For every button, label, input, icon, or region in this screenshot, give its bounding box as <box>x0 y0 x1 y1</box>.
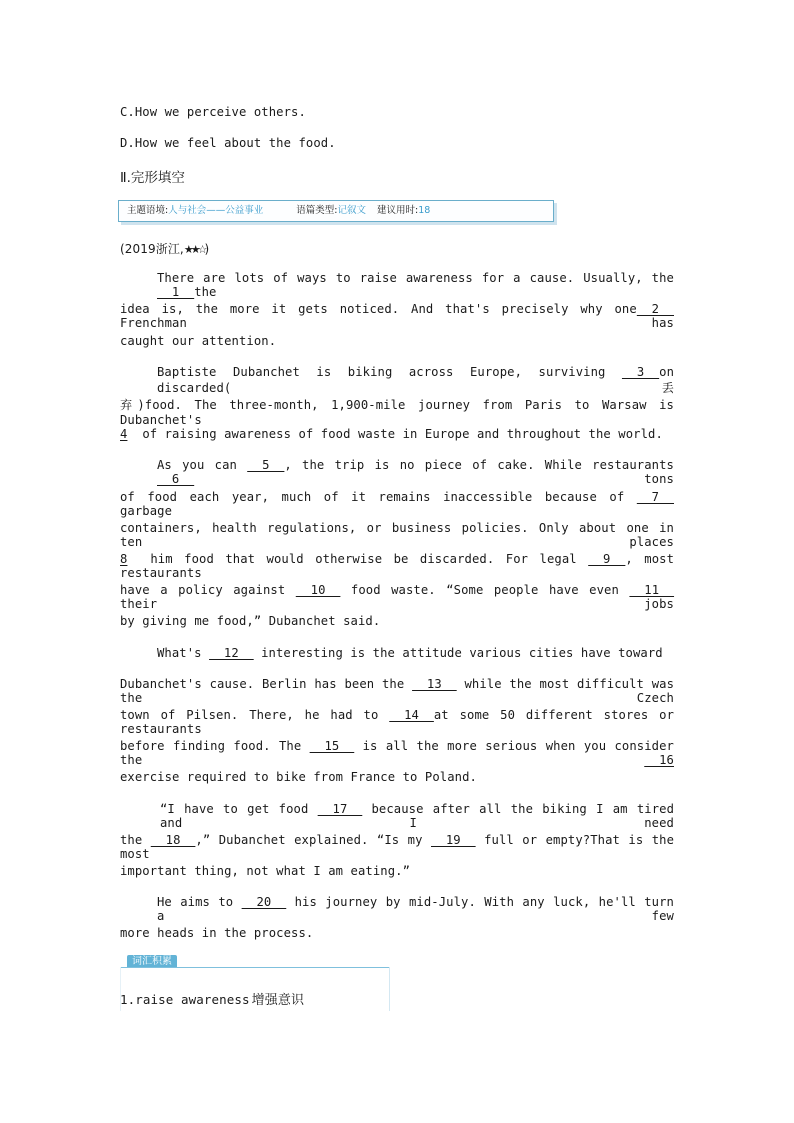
theme-value: 人与社会——公益事业 <box>168 205 264 216</box>
blank-11: 11 <box>629 583 675 597</box>
blank-3: 3 <box>621 365 660 379</box>
vocab-box-left-edge <box>120 967 121 1011</box>
passage-line-8: of food each year, much of it remains inaccessible because of 7 garbage <box>120 490 674 518</box>
blank-10: 10 <box>295 583 341 597</box>
blank-7: 7 <box>636 490 674 504</box>
blank-20: 20 <box>241 895 287 909</box>
source-text: (2019浙江, <box>120 242 184 256</box>
type-value: 记叙文 <box>337 205 366 216</box>
passage-line-9: containers, health regulations, or business policies. Only about one in ten places <box>120 521 674 549</box>
blank-18: 18 <box>150 833 196 847</box>
passage-line-15: town of Pilsen. There, he had to 14 at some 50 different stores or restaurants <box>120 708 675 736</box>
passage-line-16: before finding food. The 15 is all the more serious when you consider the 16 <box>120 739 674 767</box>
blank-15: 15 <box>309 739 355 753</box>
blank-2: 2 <box>636 302 674 316</box>
difficulty-stars-icon: ★★☆ <box>183 243 205 256</box>
passage-line-1: There are lots of ways to raise awareness for a cause. Usually, the 1 the <box>157 271 674 299</box>
passage-line-22: more heads in the process. <box>120 926 314 940</box>
option-c: C.How we perceive others. <box>120 105 306 119</box>
source-line: (2019浙江,★★☆) <box>120 242 210 256</box>
passage-line-13: What's 12 interesting is the attitude various cities have toward <box>157 646 663 660</box>
blank-6: 6 <box>157 472 195 486</box>
theme-label: 主题语境: <box>127 205 169 216</box>
passage-line-12: by giving me food,” Dubanchet said. <box>120 614 381 628</box>
passage-line-19: the 18 ,” Dubanchet explained. “Is my 19 full or empty?That is the most <box>120 833 675 861</box>
passage-line-7: As you can 5 , the trip is no piece of cake. While restaurants 6 tons <box>157 458 674 486</box>
blank-4: 4 <box>120 427 128 441</box>
passage-line-17: exercise required to bike from France to Poland. <box>120 770 477 784</box>
blank-13: 13 <box>412 677 457 691</box>
section-title: Ⅱ.完形填空 <box>120 170 185 186</box>
passage-line-11: have a policy against 10 food waste. “Some people have even 11 their jobs <box>120 583 675 611</box>
blank-17: 17 <box>317 802 363 816</box>
blank-8: 8 <box>120 552 128 566</box>
passage-line-6: 4 of raising awareness of food waste in Europe and throughout the world. <box>120 427 663 441</box>
passage-line-5: 弃)food. The three-month, 1,900-mile journey from Paris to Warsaw is Dubanchet's <box>120 398 674 427</box>
passage-line-20: important thing, not what I am eating.” <box>120 864 411 878</box>
vocab-box-right-edge <box>389 967 390 1011</box>
passage-line-10: 8 him food that would otherwise be discarded. For legal 9 , most restaurants <box>120 552 675 580</box>
passage-line-21: He aims to 20 his journey by mid-July. With any luck, he'll turn a few <box>157 895 674 923</box>
passage-info-bar <box>118 200 554 222</box>
blank-9: 9 <box>588 552 626 566</box>
blank-12: 12 <box>209 646 254 660</box>
passage-line-14: Dubanchet's cause. Berlin has been the 13 while the most difficult was the Czech <box>120 677 675 705</box>
type-label: 语篇类型: <box>296 205 338 216</box>
passage-line-4: Baptiste Dubanchet is biking across Europe, surviving 3 on discarded(丢 <box>157 365 675 395</box>
blank-1: 1 <box>157 285 195 299</box>
blank-5: 5 <box>247 458 285 472</box>
passage-line-2: idea is, the more it gets noticed. And that's precisely why one 2 Frenchman has <box>120 302 674 330</box>
time-value: 18 <box>418 205 431 216</box>
blank-16: 16 <box>644 753 674 767</box>
option-d: D.How we feel about the food. <box>120 136 336 150</box>
time-label: 建议用时: <box>377 205 419 216</box>
blank-14: 14 <box>389 708 434 722</box>
passage-line-18: “I have to get food 17 because after all the biking I am tired and I need <box>160 802 675 830</box>
passage-line-3: caught our attention. <box>120 334 277 348</box>
vocab-divider <box>120 967 390 968</box>
vocab-tab: 词汇积累 <box>127 955 177 968</box>
vocab-item-1: 1.raise awareness 增强意识 <box>120 992 305 1008</box>
blank-19: 19 <box>431 833 476 847</box>
